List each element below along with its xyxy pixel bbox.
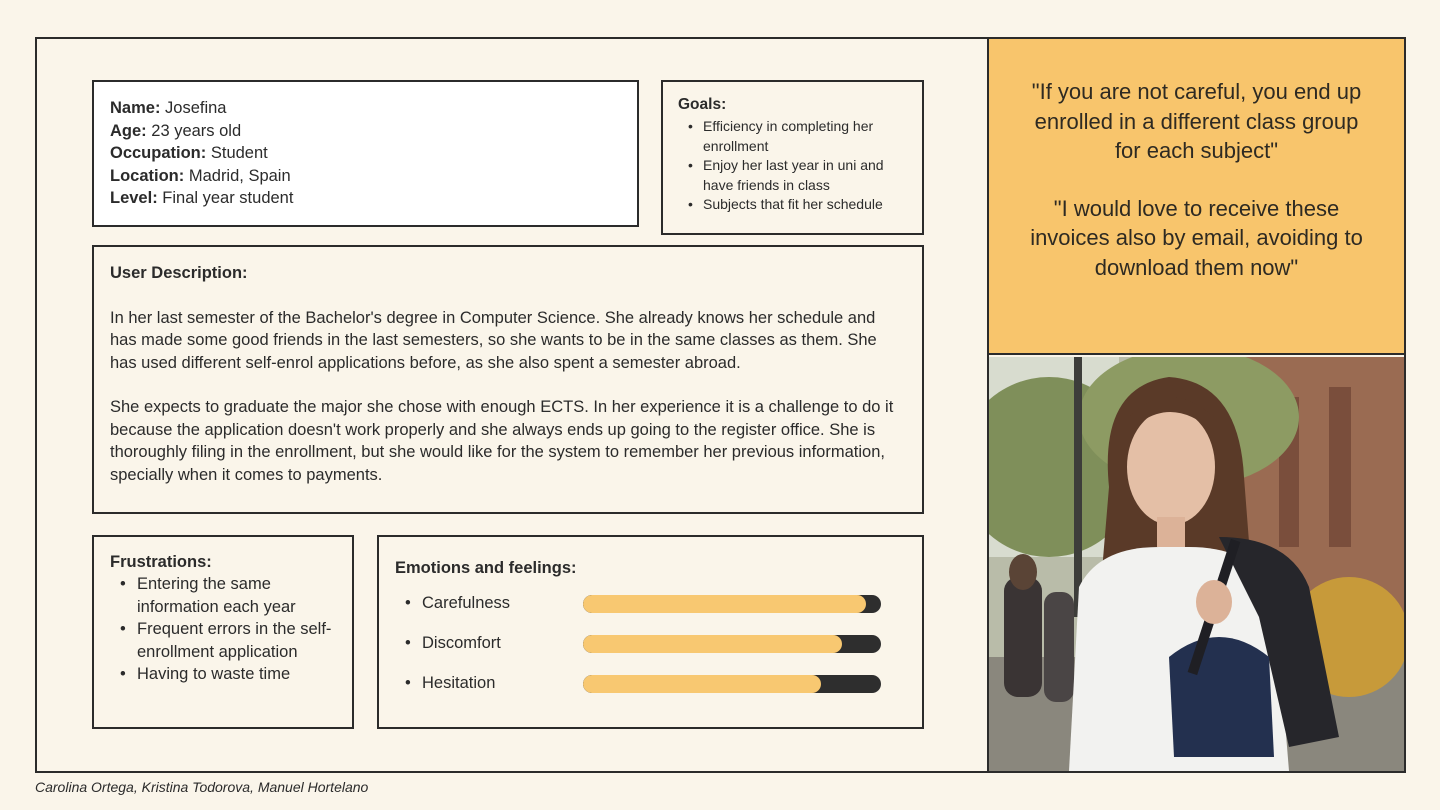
name-value: Josefina bbox=[165, 99, 227, 117]
frustrations-list bbox=[110, 573, 336, 686]
persona-photo-illustration bbox=[989, 357, 1404, 771]
level-label: Level: bbox=[110, 189, 158, 207]
frustrations-title: Frustrations: bbox=[110, 553, 212, 571]
location-label: Location: bbox=[110, 166, 185, 185]
emotion-row bbox=[395, 594, 906, 634]
quote-text: "If you are not careful, you end up enrolled in a different class group for each subject" bbox=[1031, 79, 1362, 163]
age-value: 23 years old bbox=[151, 121, 242, 140]
emotion-bar-fill bbox=[583, 595, 866, 613]
emotion-label: Discomfort bbox=[422, 634, 501, 652]
description-paragraph: In her last semester of the Bachelor's degree in Computer Science. She already knows her schedule and has made some good friends in the last semesters, so she wants to be in the same classes as them. She has used different self-enrol applications before, as she also spent a semester abroad. bbox=[110, 308, 877, 372]
bullet-icon: • bbox=[405, 674, 411, 692]
user-description-card bbox=[92, 245, 924, 514]
name-label: Name: bbox=[110, 99, 161, 117]
emotion-row bbox=[395, 634, 906, 674]
profile-level-row bbox=[110, 187, 621, 210]
occupation-label: Occupation: bbox=[110, 144, 207, 162]
goal-item: • Enjoy her last year in uni and have friends in class bbox=[678, 156, 907, 195]
quote-text: "I would love to receive these invoices also by email, avoiding to download them now" bbox=[1030, 195, 1363, 280]
description-title: User Description: bbox=[110, 264, 248, 282]
profile-age-row bbox=[110, 120, 621, 143]
bullet-icon: • bbox=[405, 634, 411, 652]
emotions-title: Emotions and feelings: bbox=[395, 559, 577, 577]
profile-occupation-row bbox=[110, 142, 621, 165]
occupation-value: Student bbox=[210, 144, 268, 162]
profile-name-row bbox=[110, 97, 621, 120]
frustrations-card bbox=[92, 535, 354, 729]
level-value: Final year student bbox=[162, 189, 294, 207]
description-paragraph: She expects to graduate the major she chose with enough ECTS. In her experience it is a challenge to do it because the application doesn't work properly and she always ends up going to the register office. She is thoroughly filing in the enrollment, but she would like for the system to remember her previous information, specially when it comes to payments. bbox=[110, 398, 894, 484]
goal-item: • Subjects that fit her schedule bbox=[678, 195, 907, 215]
credits: Carolina Ortega, Kristina Todorova, Manuel Hortelano bbox=[35, 779, 369, 795]
emotion-label: Carefulness bbox=[422, 594, 511, 612]
emotion-bar-fill bbox=[583, 635, 842, 653]
bullet-icon: • bbox=[405, 594, 411, 612]
goals-list bbox=[678, 117, 907, 215]
persona-photo bbox=[989, 357, 1404, 771]
emotions-card bbox=[377, 535, 924, 729]
quotes-panel bbox=[989, 39, 1404, 355]
frustration-item: • Entering the same information each year bbox=[110, 573, 336, 618]
profile-location-row bbox=[110, 165, 621, 188]
location-value: Madrid, Spain bbox=[188, 166, 291, 185]
emotion-bar-track bbox=[583, 595, 881, 613]
frustration-item: • Frequent errors in the self-enrollment application bbox=[110, 618, 336, 663]
emotion-row bbox=[395, 674, 906, 714]
frustration-item: • Having to waste time bbox=[110, 663, 336, 686]
goals-card bbox=[661, 80, 924, 235]
profile-card bbox=[92, 80, 639, 227]
emotion-label: Hesitation bbox=[422, 674, 496, 692]
emotion-bar-track bbox=[583, 675, 881, 693]
emotion-bar-track bbox=[583, 635, 881, 653]
goals-title: Goals: bbox=[678, 96, 727, 113]
emotion-bar-fill bbox=[583, 675, 821, 693]
goal-item: • Efficiency in completing her enrollment bbox=[678, 117, 907, 156]
age-label: Age: bbox=[110, 121, 147, 140]
